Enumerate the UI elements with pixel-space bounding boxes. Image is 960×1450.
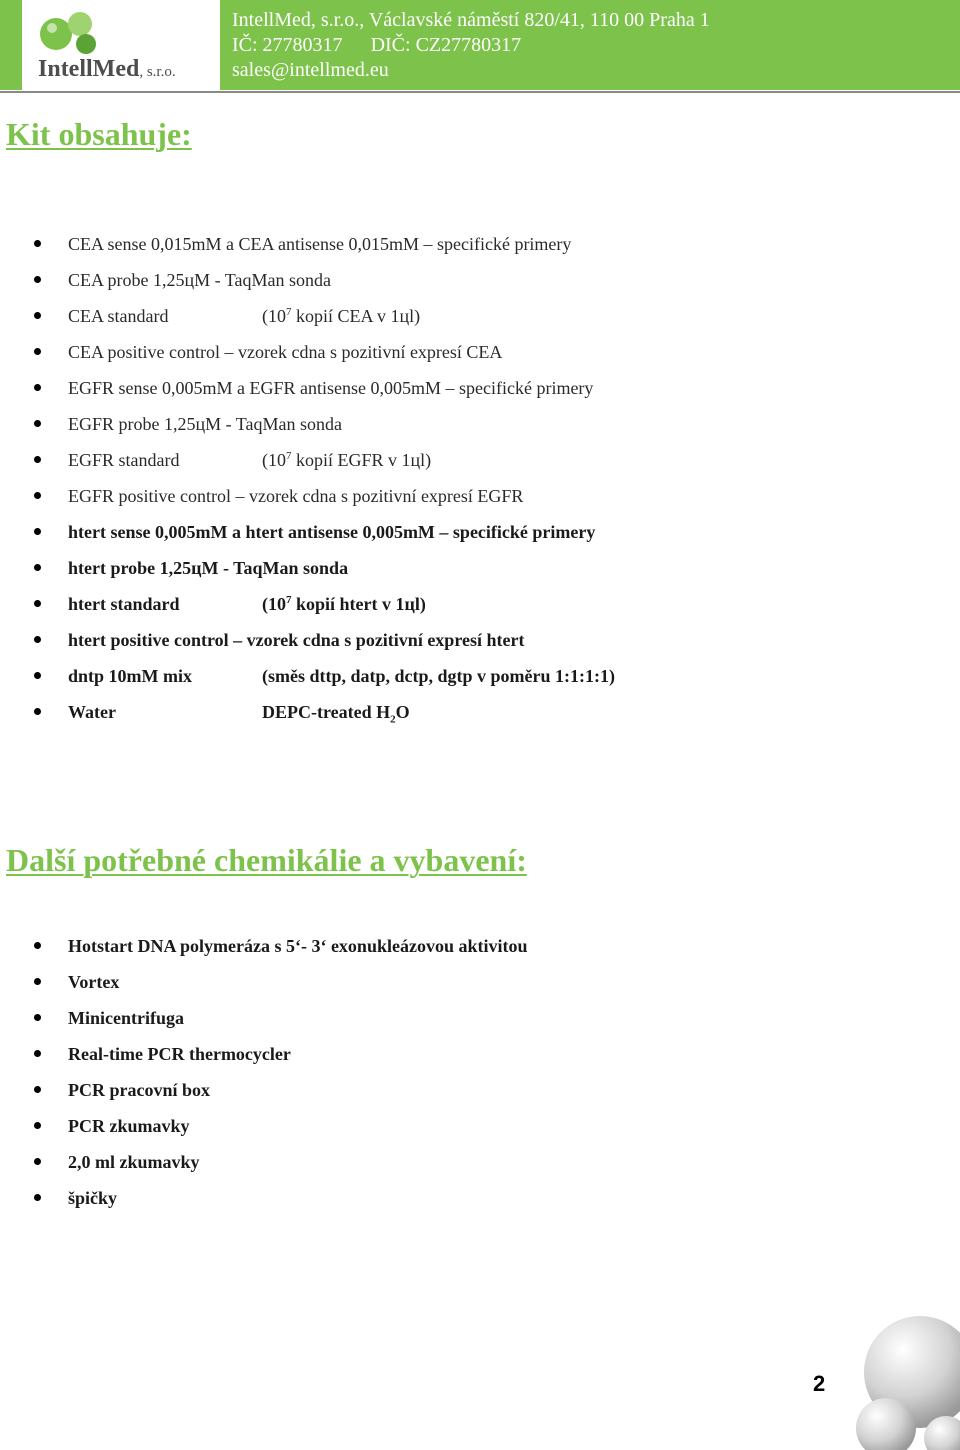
- company-info: [232, 8, 710, 83]
- page-number: 2: [813, 1371, 826, 1396]
- company-ids: [232, 33, 710, 58]
- logo-wordmark: IntellMed, s.r.o.: [38, 56, 176, 82]
- intellmed-logo: [0, 0, 190, 90]
- kit-contents-title: Kit obsahuje:: [6, 116, 192, 152]
- additional-chemicals-title: Další potřebné chemikálie a vybavení:: [6, 842, 527, 878]
- company-ic: IČ: 27780317: [232, 34, 343, 56]
- company-dic: DIČ: CZ27780317: [370, 34, 522, 56]
- decorative-spheres-icon: [830, 1310, 960, 1450]
- page-header: [0, 0, 960, 94]
- molecule-logo-icon: [36, 10, 106, 58]
- logo-green-bar: [0, 0, 22, 90]
- header-divider: [0, 91, 960, 93]
- company-address: IntellMed, s.r.o., Václavské náměstí 820/41, 110 00 Praha 1: [232, 9, 710, 31]
- company-email: sales@intellmed.eu: [232, 59, 389, 81]
